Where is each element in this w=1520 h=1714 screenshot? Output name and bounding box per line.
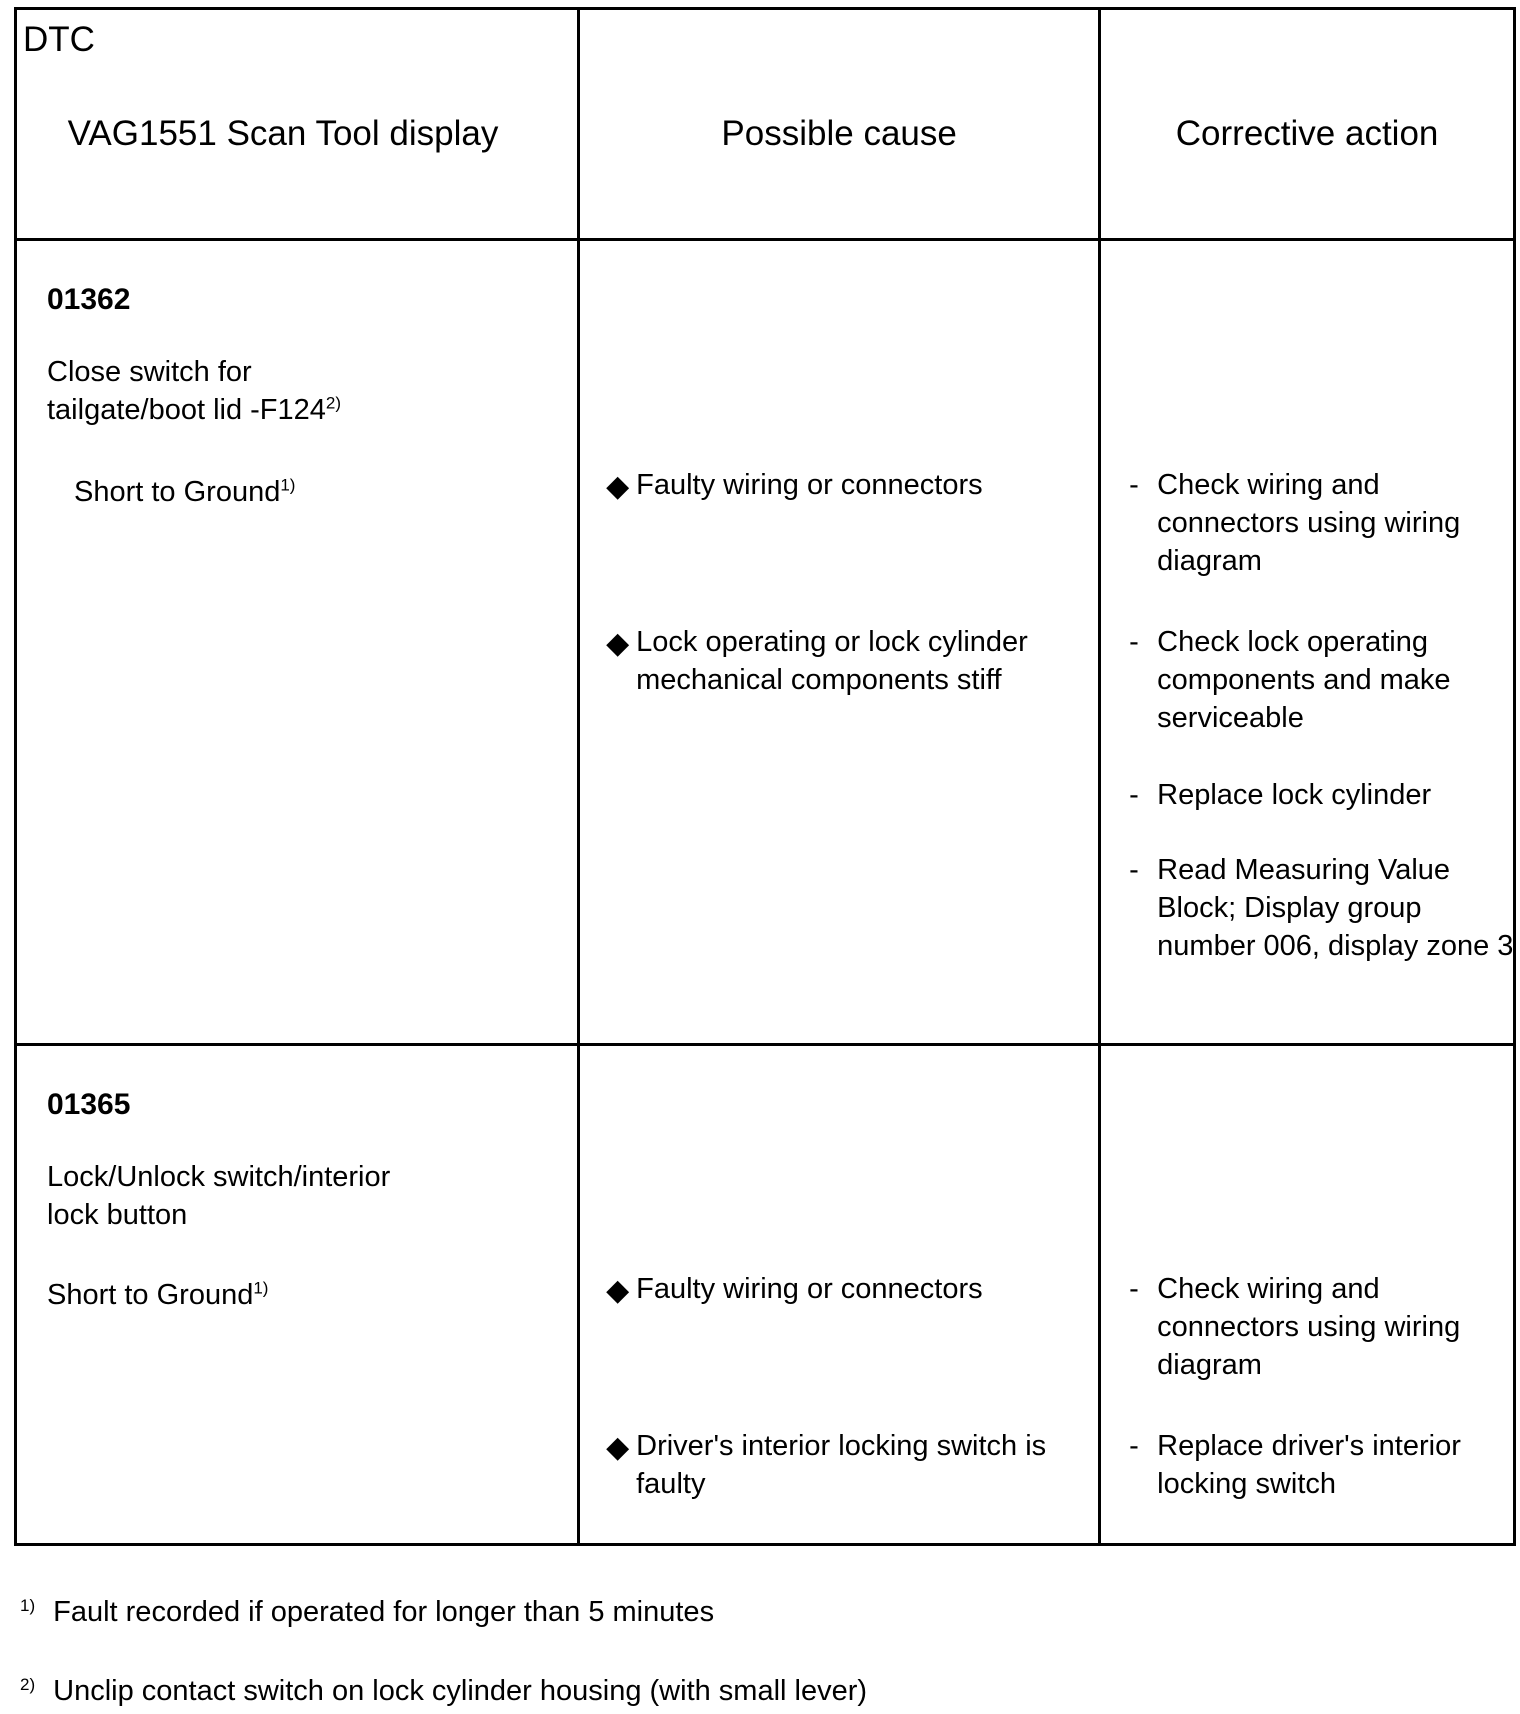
action-item [1129,851,1520,965]
footnote-mark: 1) [20,1596,36,1615]
diamond-bullet-icon: ◆ [606,627,630,660]
action-item [1129,1427,1520,1503]
action-cell [1100,240,1515,1045]
header-dtc-label: DTC [23,20,95,59]
cause-item [606,1427,1116,1503]
dtc-description [47,1158,437,1234]
diamond-bullet-icon: ◆ [606,1431,630,1464]
cause-item [606,466,1116,504]
action-item [1129,776,1520,814]
dash-bullet: - [1129,626,1139,658]
diamond-bullet-icon: ◆ [606,470,630,503]
cause-text: Faulty wiring or connectors [636,469,983,501]
dash-bullet: - [1129,1273,1139,1305]
action-text: Replace lock cylinder [1157,779,1432,811]
dtc-description [47,353,367,429]
dtc-cell [16,1045,579,1545]
cause-cell [579,240,1100,1045]
action-text: Replace driver's interior locking switch [1157,1430,1461,1500]
action-cell [1100,1045,1515,1545]
cause-text: Faulty wiring or connectors [636,1273,983,1305]
header-action-cell [1100,9,1515,240]
diamond-bullet-icon: ◆ [606,1274,630,1307]
table-row [16,1045,1515,1545]
footnote [20,1672,867,1714]
dtc-code: 01362 [47,283,131,316]
action-item [1129,623,1520,737]
header-cause-cell [579,9,1100,240]
cause-item [606,1270,1116,1308]
header-dtc-cell [16,9,579,240]
footnote-ref: 1) [280,475,296,495]
footnote-ref: 1) [253,1278,269,1298]
footnote-text: Fault recorded if operated for longer than 5 minutes [53,1596,715,1628]
footnote-ref: 2) [325,393,342,413]
header-display-label: VAG1551 Scan Tool display [67,114,499,153]
action-text: Check wiring and connectors using wiring diagram [1157,1273,1461,1381]
dtc-table [14,7,1516,1546]
dash-bullet: - [1129,854,1139,886]
dash-bullet: - [1129,469,1139,501]
dtc-description-text: Lock/Unlock switch/interior lock button [47,1161,391,1231]
footnote-mark: 2) [20,1675,36,1694]
action-item [1129,1270,1520,1384]
cause-cell [579,1045,1100,1545]
dash-bullet: - [1129,1430,1139,1462]
table-header-row [16,9,1515,240]
dtc-condition-text: Short to Ground [47,1279,254,1311]
table-row [16,240,1515,1045]
action-text: Read Measuring Value Block; Display group number 006, display zone 3 [1157,854,1514,962]
footnote-text: Unclip contact switch on lock cylinder housing (with small lever) [53,1675,868,1707]
dtc-cell [16,240,579,1045]
action-text: Check lock operating components and make serviceable [1157,626,1451,734]
cause-text: Lock operating or lock cylinder mechanical components stiff [636,626,1028,696]
header-cause-label: Possible cause [721,114,957,153]
dtc-description-text: Close switch for tailgate/boot lid -F124 [47,356,326,426]
cause-text: Driver's interior locking switch is faulty [636,1430,1047,1500]
dash-bullet: - [1129,779,1139,811]
dtc-condition [74,473,295,511]
dtc-condition [47,1276,268,1314]
action-text: Check wiring and connectors using wiring diagram [1157,469,1461,577]
header-action-label: Corrective action [1175,114,1439,153]
footnote [20,1593,714,1635]
dtc-code: 01365 [47,1088,131,1121]
action-item [1129,466,1520,580]
cause-item [606,623,1116,699]
dtc-condition-text: Short to Ground [74,476,281,508]
